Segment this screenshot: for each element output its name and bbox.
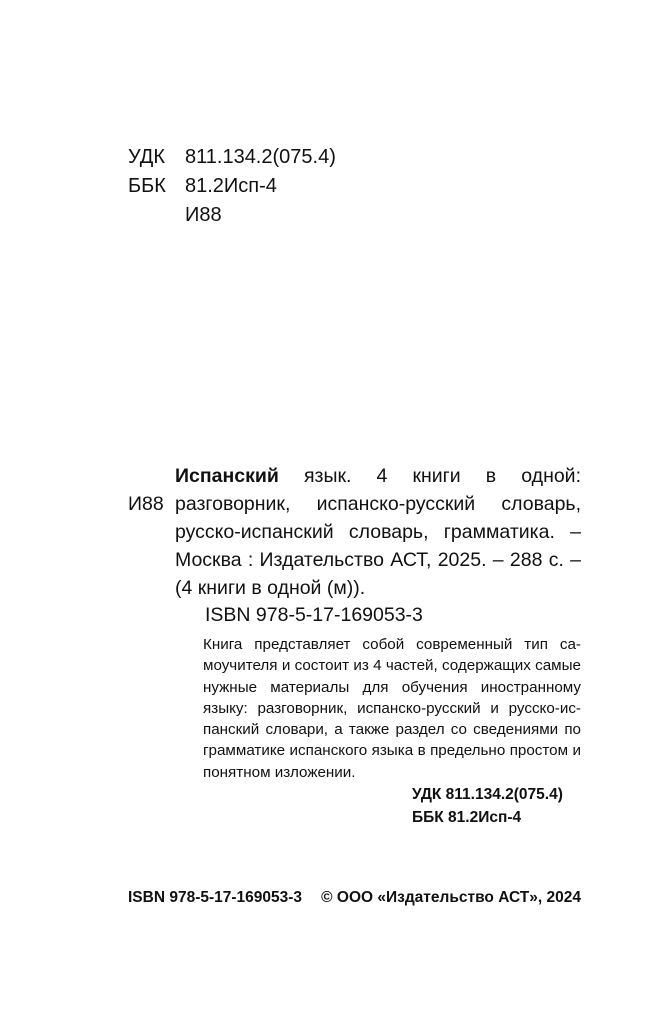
annotation <box>203 634 581 783</box>
entry-line-4: Москва : Издательство АСТ, 2025. – 288 с. – <box>175 549 581 571</box>
entry-line-5: (4 книги в одной (м)). <box>175 577 366 599</box>
bbk-value: 81.2Исп-4 <box>185 175 277 197</box>
annotation-line: панский словари, а также раздел со сведениями по <box>203 721 581 739</box>
copyright-notice: © ООО «Издательство АСТ», 2024 <box>321 889 581 906</box>
annotation-line: языку: разговорник, испанско-русский и русско-ис- <box>203 699 581 717</box>
bbk-label: ББК <box>128 175 166 197</box>
bibliographic-entry <box>175 462 581 602</box>
catalog-codes <box>128 143 336 230</box>
entry-isbn: ISBN 978-5-17-169053-3 <box>205 604 423 626</box>
footer <box>128 887 581 909</box>
annotation-line: понятном изложении. <box>203 763 356 781</box>
udk-label: УДК <box>128 146 166 168</box>
annotation-line: Книга представляет собой современный тип са- <box>203 636 581 653</box>
bbk-row <box>128 172 336 201</box>
entry-title-rest: язык. 4 книги в одной: <box>278 465 581 487</box>
author-mark-top: И88 <box>185 204 222 226</box>
annotation-line: нужные материалы для обучения иностранному <box>203 678 581 696</box>
udk-row <box>128 143 336 172</box>
udk-bottom: УДК 811.134.2(075.4) <box>412 786 563 803</box>
catalog-codes-bottom <box>412 783 563 829</box>
entry-line-2: разговорник, испанско-русский словарь, <box>175 493 581 515</box>
udk-value: 811.134.2(075.4) <box>185 146 336 168</box>
entry-line-1 <box>175 462 581 490</box>
annotation-line: грамматике испанского языка в предельно простом и <box>203 742 581 760</box>
footer-isbn: ISBN 978-5-17-169053-3 <box>128 889 303 906</box>
author-mark-row <box>128 201 336 230</box>
entry-headword: Испанский <box>175 465 279 487</box>
entry-line-3: русско-испанский словарь, грамматика. – <box>175 521 581 543</box>
annotation-line: моучителя и состоит из 4 частей, содержащих самые <box>203 657 581 675</box>
bbk-bottom: ББК 81.2Исп-4 <box>412 809 522 826</box>
author-mark: И88 <box>128 493 164 515</box>
